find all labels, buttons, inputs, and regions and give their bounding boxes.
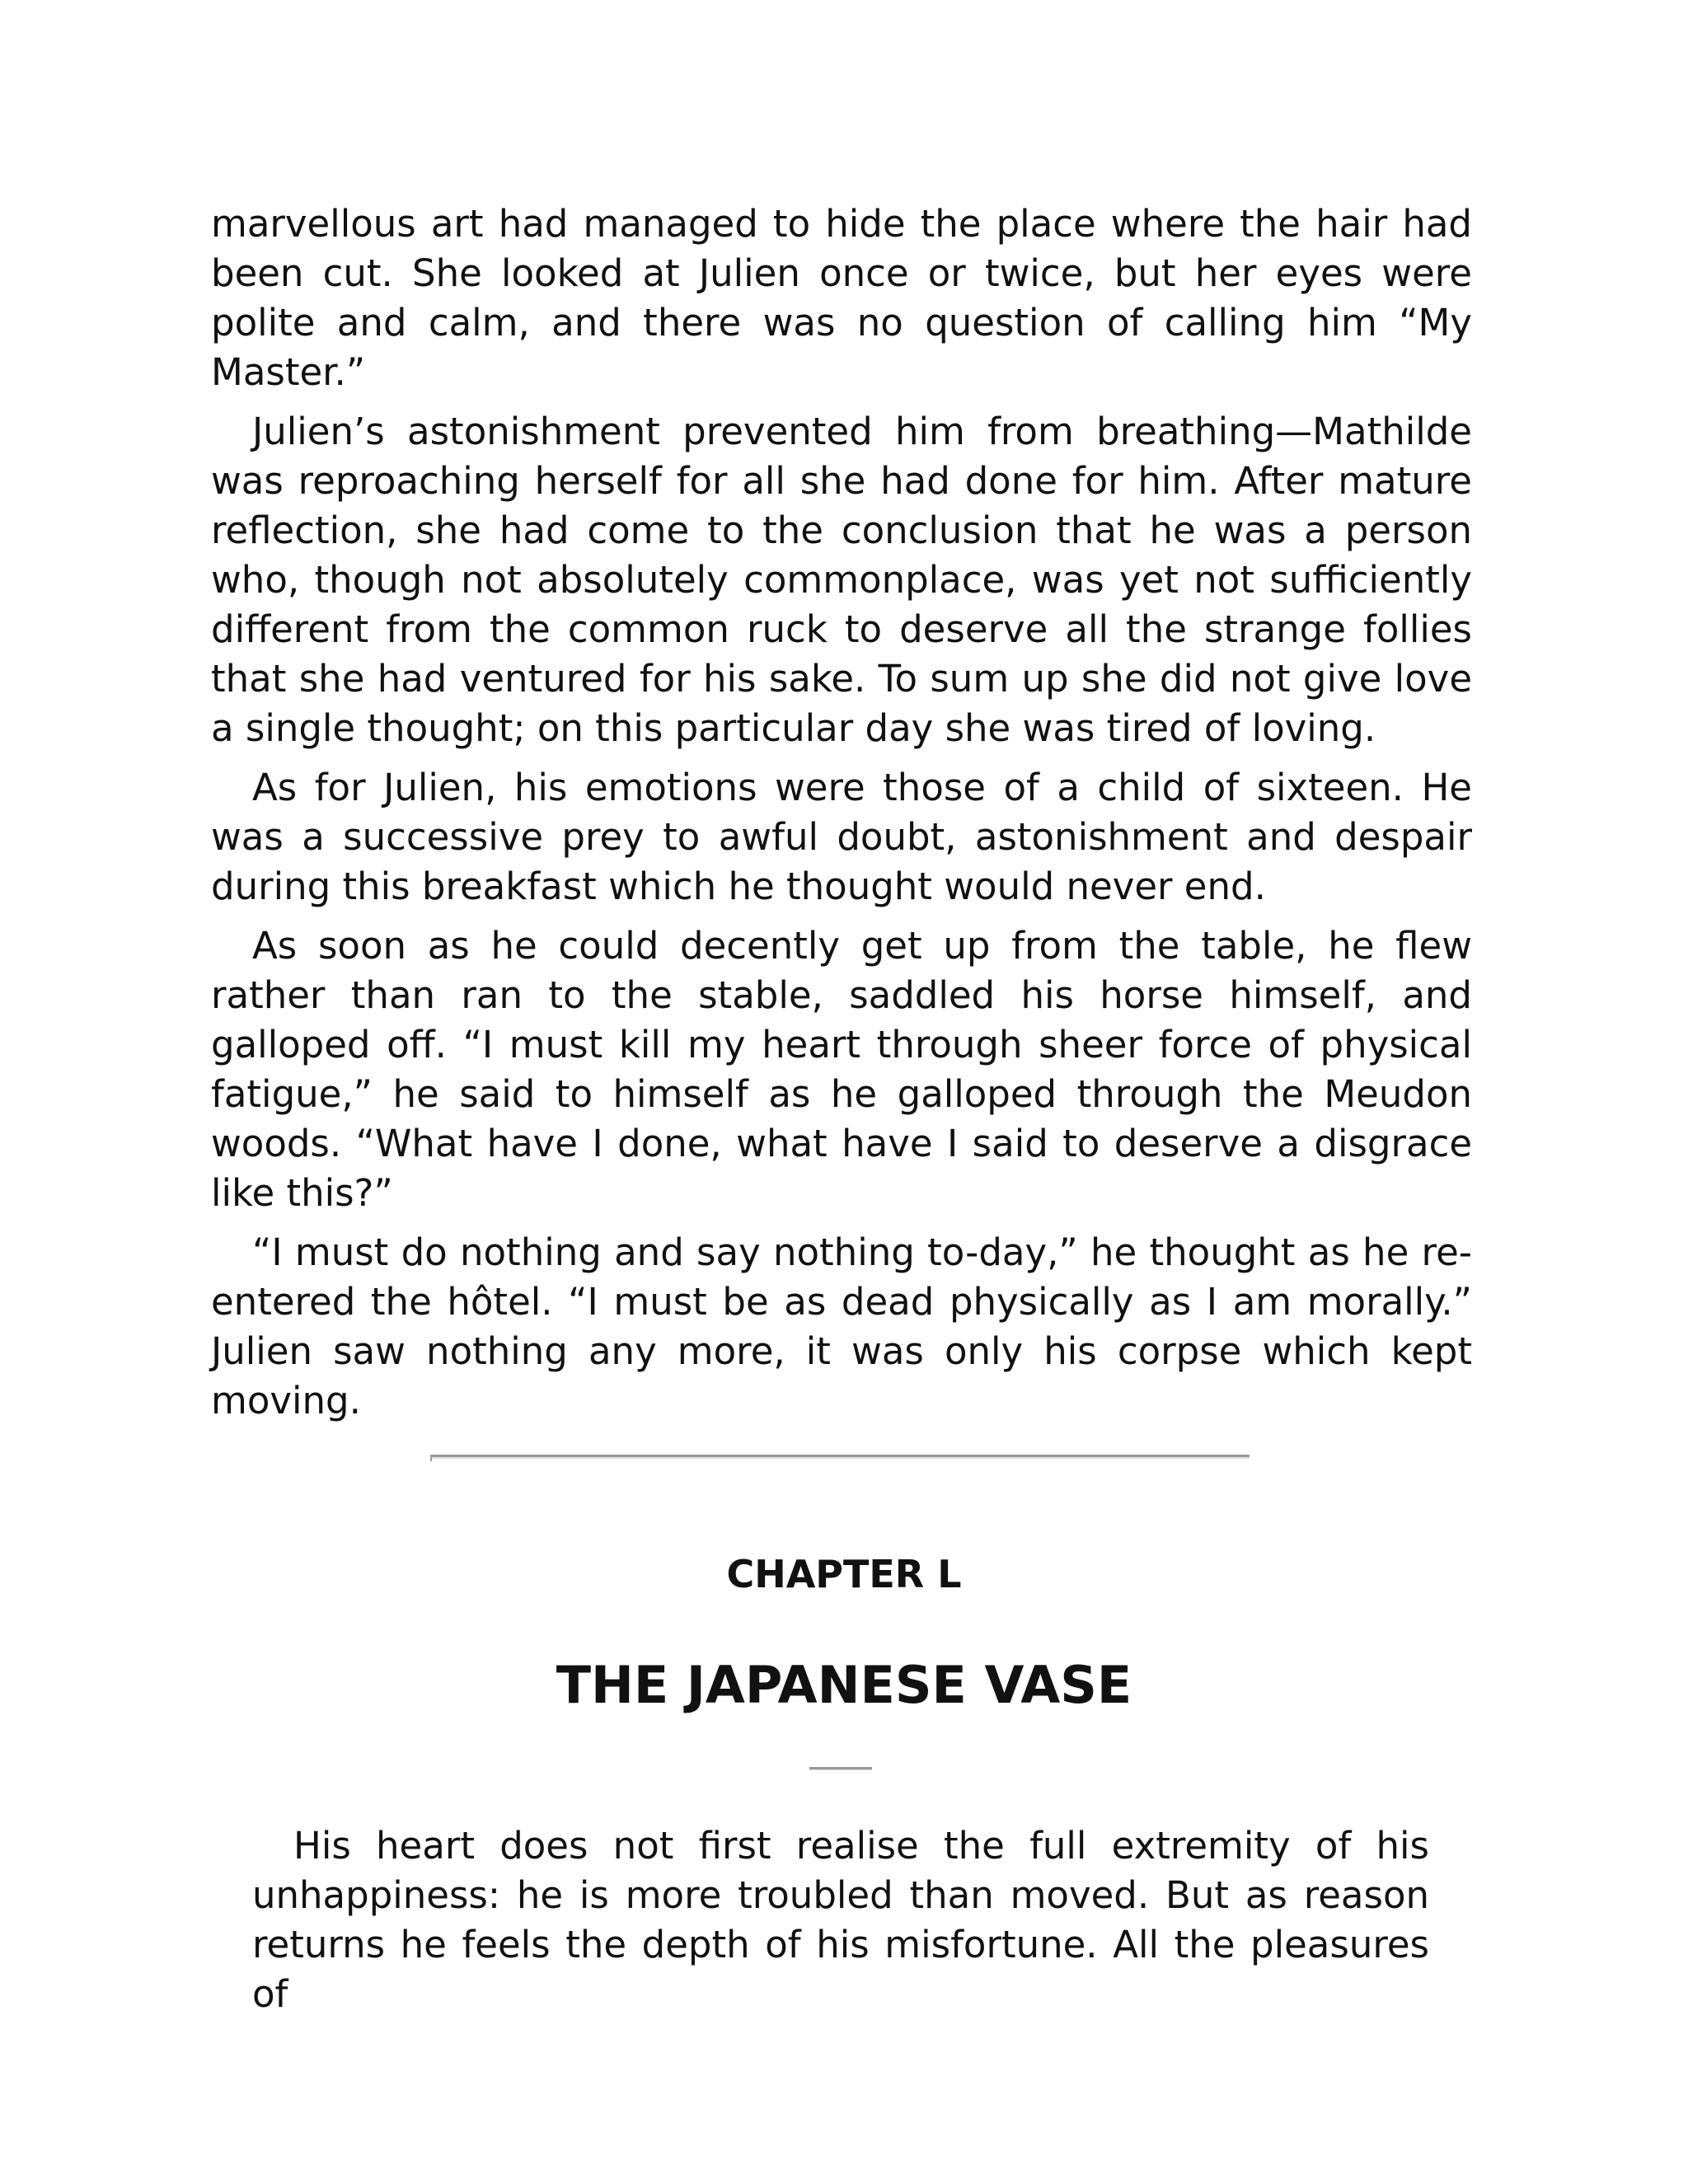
paragraph: As for Julien, his emotions were those of a child of sixteen. He was a successive prey to awful doubt, astonishment and despair during this breakfast which he thought would never end. (211, 766, 1472, 908)
body-text (211, 199, 1472, 1436)
paragraph-continued: marvellous art had managed to hide the place where the hair had been cut. She looked at Julien once or twice, but her eyes were polite and calm, and there was no question of calling him “My Master.” (211, 202, 1472, 394)
epigraph (252, 1821, 1429, 2019)
paragraph: As soon as he could decently get up from the table, he flew rather than ran to the stable, saddled his horse himself, and galloped off. “I must kill my heart through sheer force of physical fatigue,” he said to himself as he galloped through the Meudon woods. “What have I done, what have I said to deserve a disgrace like this?” (211, 924, 1472, 1215)
chapter-title: THE JAPANESE VASE (556, 1655, 1132, 1715)
section-divider (430, 1455, 1250, 1459)
paragraph: Julien’s astonishment prevented him from breathing—Mathilde was reproaching herself for all she had done for him. After mature reflection, she had come to the conclusion that he was a person who, though not absolutely commonplace, was yet not sufficiently different from the common ruck to deserve all the strange follies that she had ventured for his sake. To sum up she did not give love a single thought; on this particular day she was tired of loving. (211, 410, 1472, 750)
chapter-number: CHAPTER L (726, 1552, 962, 1596)
title-divider (809, 1767, 872, 1770)
paragraph: “I must do nothing and say nothing to-day,” he thought as he re-entered the hôtel. “I must be as dead physically as I am morally.” Julien saw nothing any more, it was only his corpse which kept moving. (211, 1230, 1472, 1422)
epigraph-text: His heart does not first realise the full extremity of his unhappiness: he is more troubled than moved. But as reason returns he feels the depth of his misfortune. All the pleasures of (252, 1824, 1429, 2016)
